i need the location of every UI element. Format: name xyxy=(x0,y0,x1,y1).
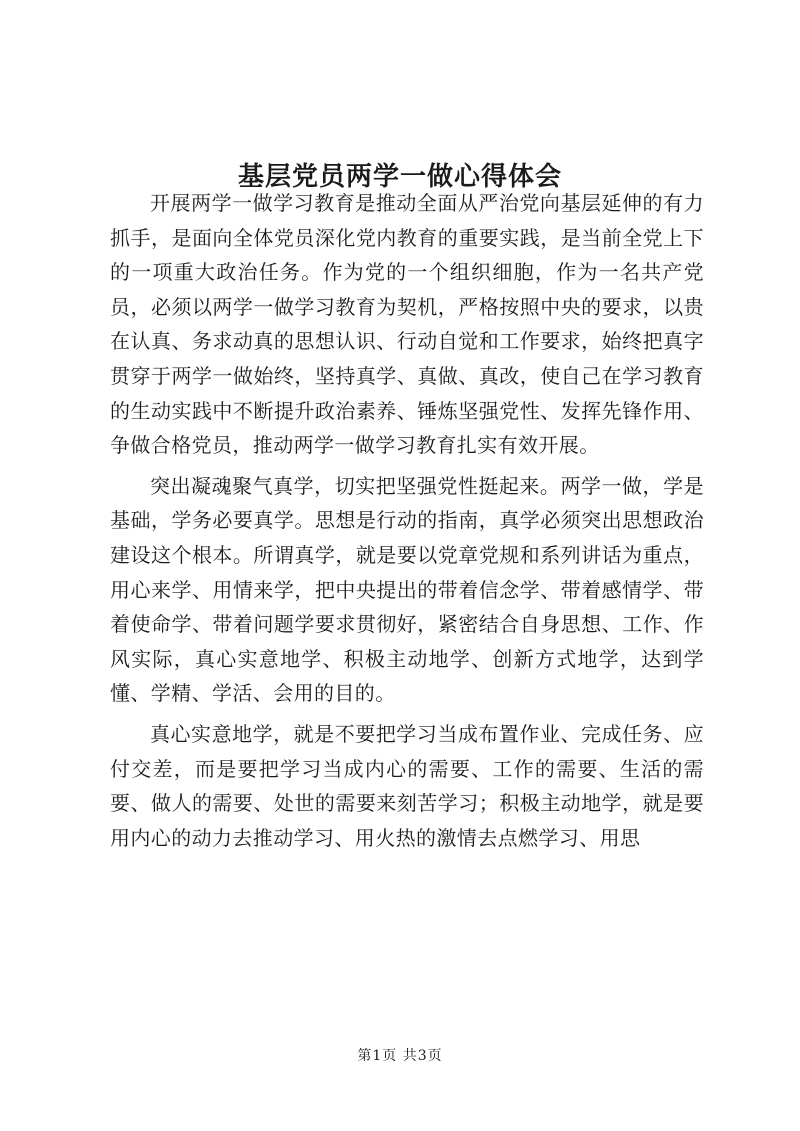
document-body xyxy=(110,186,704,861)
page-number-footer: 第1页 共3页 xyxy=(357,1048,443,1064)
document-title: 基层党员两学一做心得体会 xyxy=(237,162,562,193)
paragraph-3: 真心实意地学，就是不要把学习当成布置作业、完成任务、应付交差，而是要把学习当成内心的需要、工作的需要、生活的需要、做人的需要、处世的需要来刻苦学习；积极主动地学，就是要用内心的动力去推动学习、用火热的激情去点燃学习、用思 xyxy=(110,721,704,850)
paragraph-1: 开展两学一做学习教育是推动全面从严治党向基层延伸的有力抓手，是面向全体党员深化党内教育的重要实践，是当前全党上下的一项重大政治任务。作为党的一个组织细胞，作为一名共产党员，必须以两学一做学习教育为契机，严格按照中央的要求，以贵在认真、务求动真的思想认识、行动自觉和工作要求，始终把真字贯穿于两学一做始终，坚持真学、真做、真改，使自己在学习教育的生动实践中不断提升政治素养、锤炼坚强党性、发挥先锋作用、争做合格党员，推动两学一做学习教育扎实有效开展。 xyxy=(110,191,704,458)
paragraph-2: 突出凝魂聚气真学，切实把坚强党性挺起来。两学一做，学是基础，学务必要真学。思想是行动的指南，真学必须突出思想政治建设这个根本。所谓真学，就是要以党章党规和系列讲话为重点，用心来学、用情来学，把中央提出的带着信念学、带着感情学、带着使命学、带着问题学要求贯彻好，紧密结合自身思想、工作、作风实际，真心实意地学、积极主动地学、创新方式地学，达到学懂、学精、学活、会用的目的。 xyxy=(110,473,704,706)
